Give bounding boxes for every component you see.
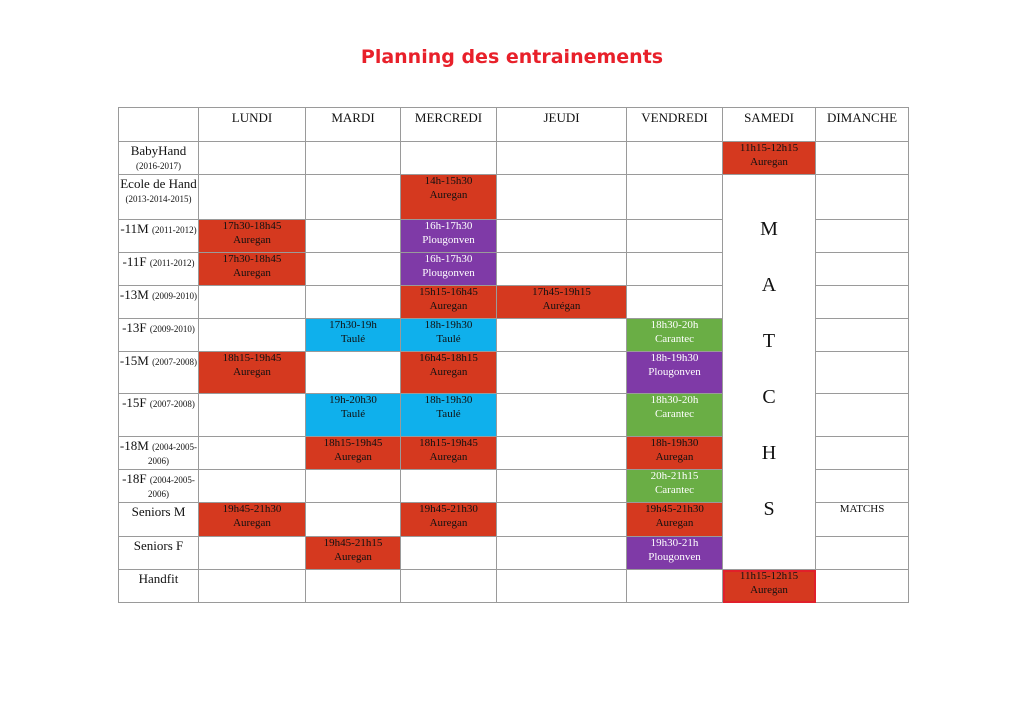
- slot-15m-lundi: 18h15-19h45 Auregan: [199, 352, 306, 394]
- slot-15m-mercredi: 16h45-18h15 Auregan: [401, 352, 497, 394]
- slot-seniors-m-mercredi: 19h45-21h30 Auregan: [401, 503, 497, 537]
- corner-cell: [119, 108, 199, 142]
- slot-handfit-samedi: 11h15-12h15 Auregan: [723, 570, 816, 603]
- matchs-letter: H: [761, 442, 777, 464]
- page-title: Planning des entrainements: [360, 46, 664, 68]
- slot-15f-mercredi: 18h-19h30 Taulé: [401, 394, 497, 437]
- category-13m: -13M (2009-2010): [119, 286, 199, 319]
- slot-15f-vendredi: 18h30-20h Carantec: [627, 394, 723, 437]
- matchs-letter: C: [762, 386, 776, 408]
- category-babyhand: BabyHand (2016-2017): [119, 142, 199, 175]
- slot-seniors-f-mardi: 19h45-21h15 Auregan: [306, 537, 401, 570]
- day-header-dimanche: DIMANCHE: [816, 108, 909, 142]
- day-header-samedi: SAMEDI: [723, 108, 816, 142]
- slot-seniors-m-lundi: 19h45-21h30 Auregan: [199, 503, 306, 537]
- matchs-letter: A: [761, 274, 777, 296]
- table-row: [119, 570, 909, 603]
- day-header-vendredi: VENDREDI: [627, 108, 723, 142]
- slot-15f-mardi: 19h-20h30 Taulé: [306, 394, 401, 437]
- category-seniors-m: Seniors M: [119, 503, 199, 537]
- slot-18m-mardi: 18h15-19h45 Auregan: [306, 437, 401, 470]
- day-header-jeudi: JEUDI: [497, 108, 627, 142]
- table-row: [119, 142, 909, 175]
- slot-18m-mercredi: 18h15-19h45 Auregan: [401, 437, 497, 470]
- header-row: [119, 108, 909, 142]
- slot-11f-lundi: 17h30-18h45 Auregan: [199, 253, 306, 286]
- matchs-letter: M: [760, 218, 778, 240]
- slot-11f-mercredi: 16h-17h30 Plougonven: [401, 253, 497, 286]
- day-header-lundi: LUNDI: [199, 108, 306, 142]
- slot-18f-vendredi: 20h-21h15 Carantec: [627, 470, 723, 503]
- slot-13f-vendredi: 18h30-20h Carantec: [627, 319, 723, 352]
- category-handfit: Handfit: [119, 570, 199, 603]
- category-15m: -15M (2007-2008): [119, 352, 199, 394]
- slot-15m-vendredi: 18h-19h30 Plougonven: [627, 352, 723, 394]
- slot-ecole-mercredi: 14h-15h30 Auregan: [401, 175, 497, 220]
- slot-13f-mardi: 17h30-19h Taulé: [306, 319, 401, 352]
- category-18m: -18M (2004-2005-2006): [119, 437, 199, 470]
- category-11m: -11M (2011-2012): [119, 220, 199, 253]
- slot-13f-mercredi: 18h-19h30 Taulé: [401, 319, 497, 352]
- slot-13m-jeudi: 17h45-19h15 Aurégan: [497, 286, 627, 319]
- category-seniors-f: Seniors F: [119, 537, 199, 570]
- schedule-table: [118, 107, 909, 603]
- category-ecole-de-hand: Ecole de Hand (2013-2014-2015): [119, 175, 199, 220]
- samedi-matchs-block: [723, 175, 816, 570]
- slot-13m-mercredi: 15h15-16h45 Auregan: [401, 286, 497, 319]
- slot-11m-lundi: 17h30-18h45 Auregan: [199, 220, 306, 253]
- slot-seniors-f-vendredi: 19h30-21h Plougonven: [627, 537, 723, 570]
- slot-babyhand-samedi: 11h15-12h15 Auregan: [723, 142, 816, 175]
- category-13f: -13F (2009-2010): [119, 319, 199, 352]
- slot-seniors-m-vendredi: 19h45-21h30 Auregan: [627, 503, 723, 537]
- category-15f: -15F (2007-2008): [119, 394, 199, 437]
- slot-11m-mercredi: 16h-17h30 Plougonven: [401, 220, 497, 253]
- category-18f: -18F (2004-2005-2006): [119, 470, 199, 503]
- matchs-letter: T: [762, 330, 776, 352]
- category-11f: -11F (2011-2012): [119, 253, 199, 286]
- seniors-m-dimanche-matchs: MATCHS: [816, 503, 909, 537]
- table-row: [119, 175, 909, 220]
- day-header-mardi: MARDI: [306, 108, 401, 142]
- slot-18m-vendredi: 18h-19h30 Auregan: [627, 437, 723, 470]
- day-header-mercredi: MERCREDI: [401, 108, 497, 142]
- matchs-letter: S: [763, 498, 775, 520]
